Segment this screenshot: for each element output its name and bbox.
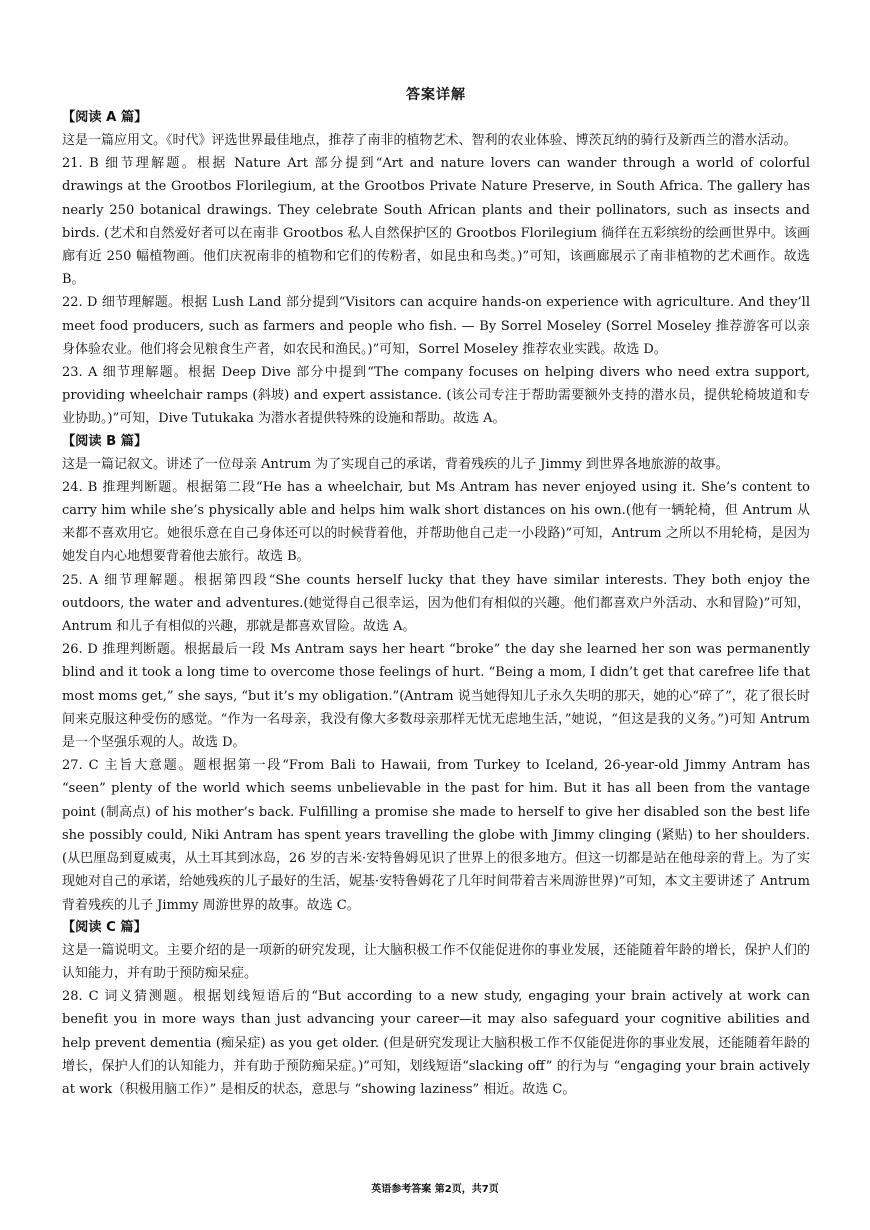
- answer-28: 28. C 词义猜测题。根据划线短语后的“But according to a new study, engaging your brain actively at work can benefit you in more ways than just advancing your career—it may also safeguard your cognitive abilities and help prevent dementia (痴呆症) as you get older. (但是研究发现让大脑积极工作不仅能促进你的事业发展，还能随着年龄的增长，保护人们的认知能力，并有助于预防痴呆症。)”可知，划线短语“slacking off” 的行为与 “engaging your brain actively at work（积极用脑工作）” 是相反的状态，意思与 “showing laziness” 相近。故选 C。: [62, 989, 810, 1097]
- answer-26: 26. D 推理判断题。根据最后一段 Ms Antram says her heart “broke” the day she learned her son was permanently blind and it took a long time to overcome those feelings of hurt. “Being a mom, I didn’t get that carefree life that most moms get,” she says, “but it’s my obligation.”(Antram 说当她得知儿子永久失明的那天，她的心“碎了”，花了很长时间来克服这种受伤的感觉。“作为一名母亲，我没有像大多数母亲那样无忧无虑地生活，”她说，“但这是我的义务。”)可知 Antrum 是一个坚强乐观的人。故选 D。: [62, 642, 810, 751]
- section-heading-b: 【阅读 B 篇】: [62, 433, 148, 449]
- answer-27: 27. C 主旨大意题。题根据第一段“From Bali to Hawaii, from Turkey to Iceland, 26-year-old Jimmy Antram has “seen” plenty of the world which seems unbelievable in the past for him. But it has all been from the vantage point (制高点) of his mother’s back. Fulfilling a promise she made to herself to give her disabled son the best life she possibly could, Niki Antram has spent years travelling the globe with Jimmy clinging (紧贴) to her shoulders. (从巴厘岛到夏威夷，从土耳其到冰岛，26 岁的吉米·安特鲁姆见识了世界上的很多地方。但这一切都是站在他母亲的背上。为了实现她对自己的承诺，给她残疾的儿子最好的生活，妮基·安特鲁姆花了几年时间带着吉米周游世界)”可知，本文主要讲述了 Antrum 背着残疾的儿子 Jimmy 周游世界的故事。故选 C。: [62, 758, 810, 913]
- answer-24: 24. B 推理判断题。根据第二段“He has a wheelchair, but Ms Antram has never enjoyed using it. She’s content to carry him while she’s physically able and helps him walk short distances on his own.(他有一辆轮椅，但 Antrum 从来都不喜欢用它。她很乐意在自己身体还可以的时候背着他，并帮助他自己走一小段路)”可知，Antrum 之所以不用轮椅，是因为她发自内心地想要背着他去旅行。故选 B。: [62, 479, 810, 565]
- section-heading-a: 【阅读 A 篇】: [62, 110, 148, 125]
- section-c-intro: 这是一篇说明文。主要介绍的是一项新的研究发现，让大脑积极工作不仅能促进你的事业发展，还能随着年龄的增长，保护人们的认知能力，并有助于预防痴呆症。: [62, 942, 810, 981]
- page-footer: 英语参考答案 第2页，共7页: [371, 1184, 499, 1195]
- answer-page: [62, 84, 810, 1101]
- answer-23: 23. A 细节理解题。根据 Deep Dive 部分中提到“The company focuses on helping divers who need extra support, providing wheelchair ramps (斜坡) and expert assistance. (该公司专注于帮助需要额外支持的潜水员，提供轮椅坡道和专业协助。)”可知，Dive Tutukaka 为潜水者提供特殊的设施和帮助。故选 A。: [62, 365, 810, 427]
- page-title: 答案详解: [406, 87, 466, 103]
- answer-25: 25. A 细节理解题。根据第四段“She counts herself lucky that they have similar interests. They both enjoy the outdoors, the water and adventures.(她觉得自己很幸运，因为他们有相似的兴趣。他们都喜欢户外活动、水和冒险)”可知，Antrum 和儿子有相似的兴趣，那就是都喜欢冒险。故选 A。: [62, 572, 810, 635]
- section-a-intro: 这是一篇应用文。《时代》评选世界最佳地点，推荐了南非的植物艺术、智利的农业体验、博茨瓦纳的骑行及新西兰的潜水活动。: [62, 133, 797, 148]
- section-b-intro: 这是一篇记叙文。讲述了一位母亲 Antrum 为了实现自己的承诺，背着残疾的儿子 Jimmy 到世界各地旅游的故事。: [62, 456, 729, 472]
- section-heading-c: 【阅读 C 篇】: [62, 919, 147, 935]
- answer-21: 21. B 细节理解题。根据 Nature Art 部分提到“Art and nature lovers can wander through a world of colorful drawings at the Grootbos Florilegium, at the Grootbos Private Nature Preserve, in South Africa. The gallery has nearly 250 botanical drawings. They celebrate South African plants and their pollinators, such as insects and birds. (艺术和自然爱好者可以在南非 Grootbos 私人自然保护区的 Grootbos Florilegium 徜徉在五彩缤纷的绘画世界中。该画廊有近 250 幅植物画。他们庆祝南非的植物和它们的传粉者，如昆虫和鸟类。)”可知，该画廊展示了南非植物的艺术画作。故选 B。: [62, 156, 810, 288]
- answer-22: 22. D 细节理解题。根据 Lush Land 部分提到“Visitors can acquire hands-on experience with agriculture. And they’ll meet food producers, such as farmers and people who fish. — By Sorrel Moseley (Sorrel Moseley 推荐游客可以亲身体验农业。他们将会见粮食生产者，如农民和渔民。)”可知，Sorrel Moseley 推荐农业实践。故选 D。: [62, 295, 810, 357]
